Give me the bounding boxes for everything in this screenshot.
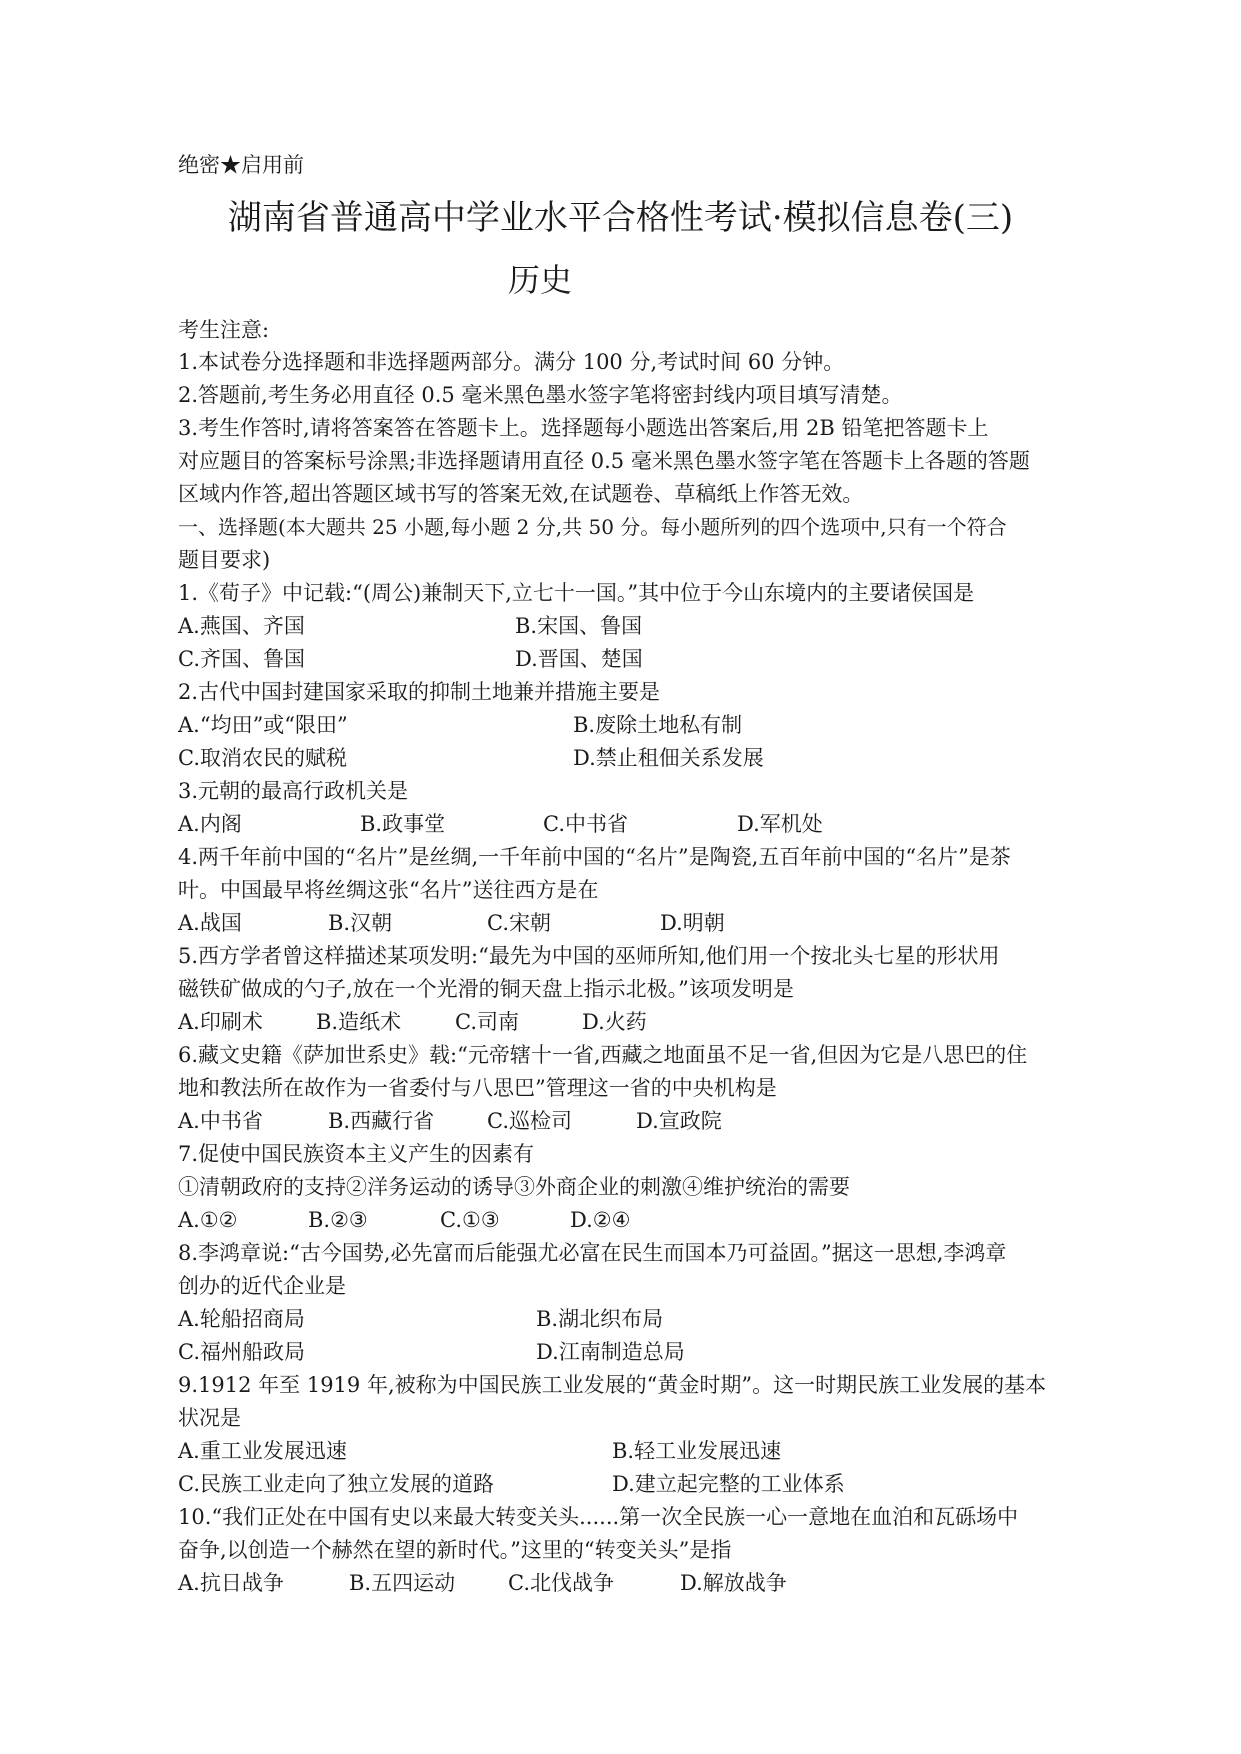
option-c: C.齐国、鲁国: [178, 647, 305, 671]
option-d: D.江南制造总局: [536, 1340, 685, 1364]
option-b: B.政事堂: [360, 812, 446, 836]
question-stem: 1.《荀子》中记载:“(周公)兼制天下,立七十一国。”其中位于今山东境内的主要诸侯国是: [178, 581, 975, 605]
notice-line: 区域内作答,超出答题区域书写的答案无效,在试题卷、草稿纸上作答无效。: [178, 482, 864, 506]
question-stem: 6.藏文史籍《萨加世系史》载:“元帝辖十一省,西藏之地面虽不足一省,但因为它是八思巴的住: [178, 1043, 1028, 1067]
question-stem-cont: 状况是: [178, 1406, 241, 1430]
notice-line: 2.答题前,考生务必用直径 0.5 毫米黑色墨水签字笔将密封线内项目填写清楚。: [178, 383, 903, 407]
question-stem: 4.两千年前中国的“名片”是丝绸,一千年前中国的“名片”是陶瓷,五百年前中国的“名片”是茶: [178, 845, 1011, 869]
question-stem-cont: 叶。中国最早将丝绸这张“名片”送往西方是在: [178, 878, 599, 902]
question-stem-cont: 地和教法所在故作为一省委付与八思巴”管理这一省的中央机构是: [178, 1076, 777, 1100]
option-c: C.宋朝: [487, 911, 551, 935]
question-stem-cont: 创办的近代企业是: [178, 1274, 346, 1298]
option-b: B.宋国、鲁国: [515, 614, 643, 638]
notice-line: 3.考生作答时,请将答案答在答题卡上。选择题每小题选出答案后,用 2B 铅笔把答题卡上: [178, 416, 989, 440]
question-stem: 8.李鸿章说:“古今国势,必先富而后能强尤必富在民生而国本乃可益固。”据这一思想,李鸿章: [178, 1241, 1007, 1265]
secret-label: 绝密★启用前: [178, 153, 304, 177]
notice-line: 对应题目的答案标号涂黑;非选择题请用直径 0.5 毫米黑色墨水签字笔在答题卡上各题的答题: [178, 449, 1030, 473]
option-a: A.轮船招商局: [178, 1307, 305, 1331]
option-b: B.废除土地私有制: [573, 713, 743, 737]
option-d: D.禁止租佃关系发展: [573, 746, 764, 770]
question-stem: 2.古代中国封建国家采取的抑制土地兼并措施主要是: [178, 680, 661, 704]
option-d: D.晋国、楚国: [515, 647, 643, 671]
option-c: C.民族工业走向了独立发展的道路: [178, 1472, 494, 1496]
option-b: B.湖北织布局: [536, 1307, 664, 1331]
question-stem-cont: 磁铁矿做成的勺子,放在一个光滑的铜天盘上指示北极。”该项发明是: [178, 977, 794, 1001]
subject-title: 历史: [507, 261, 572, 299]
option-a: A.战国: [178, 911, 242, 935]
option-b: B.西藏行省: [328, 1109, 435, 1133]
question-stem: 10.“我们正处在中国有史以来最大转变关头......第一次全民族一心一意地在血泊和瓦砾场中: [178, 1505, 1019, 1529]
option-d: D.宣政院: [636, 1109, 722, 1133]
option-a: A.①②: [178, 1208, 238, 1232]
option-d: D.建立起完整的工业体系: [612, 1472, 845, 1496]
option-c: C.福州船政局: [178, 1340, 305, 1364]
option-d: D.军机处: [737, 812, 823, 836]
option-b: B.五四运动: [349, 1571, 456, 1595]
option-c: C.中书省: [543, 812, 628, 836]
option-a: A.“均田”或“限田”: [178, 713, 348, 737]
option-b: B.造纸术: [316, 1010, 402, 1034]
option-d: D.明朝: [660, 911, 725, 935]
option-b: B.②③: [308, 1208, 368, 1232]
section-heading-cont: 题目要求): [178, 548, 271, 572]
option-a: A.中书省: [178, 1109, 263, 1133]
question-stem: 3.元朝的最高行政机关是: [178, 779, 409, 803]
option-b: B.汉朝: [328, 911, 393, 935]
option-a: A.印刷术: [178, 1010, 263, 1034]
option-d: D.火药: [582, 1010, 647, 1034]
option-c: C.北伐战争: [508, 1571, 614, 1595]
question-stem: 5.西方学者曾这样描述某项发明:“最先为中国的巫师所知,他们用一个按北头七星的形状用: [178, 944, 1000, 968]
notice-line: 1.本试卷分选择题和非选择题两部分。满分 100 分,考试时间 60 分钟。: [178, 350, 845, 374]
option-b: B.轻工业发展迅速: [612, 1439, 782, 1463]
option-a: A.抗日战争: [178, 1571, 284, 1595]
option-a: A.燕国、齐国: [178, 614, 305, 638]
option-c: C.巡检司: [487, 1109, 572, 1133]
option-c: C.取消农民的赋税: [178, 746, 347, 770]
question-stem: 7.促使中国民族资本主义产生的因素有: [178, 1142, 535, 1166]
section-heading: 一、选择题(本大题共 25 小题,每小题 2 分,共 50 分。每小题所列的四个选项中,只有一个符合: [178, 515, 1007, 539]
question-stem: 9.1912 年至 1919 年,被称为中国民族工业发展的“黄金时期”。这一时期民族工业发展的基本: [178, 1373, 1047, 1397]
option-a: A.内阁: [178, 812, 242, 836]
notice-heading: 考生注意:: [178, 318, 270, 342]
option-d: D.解放战争: [680, 1571, 787, 1595]
option-a: A.重工业发展迅速: [178, 1439, 347, 1463]
option-d: D.②④: [570, 1208, 631, 1232]
question-stem-cont: ①清朝政府的支持②洋务运动的诱导③外商企业的刺激④维护统治的需要: [178, 1175, 850, 1199]
question-stem-cont: 奋争,以创造一个赫然在望的新时代。”这里的“转变关头”是指: [178, 1538, 732, 1562]
exam-title: 湖南省普通高中学业水平合格性考试·模拟信息卷(三): [227, 198, 1014, 238]
option-c: C.司南: [455, 1010, 519, 1034]
option-c: C.①③: [440, 1208, 500, 1232]
